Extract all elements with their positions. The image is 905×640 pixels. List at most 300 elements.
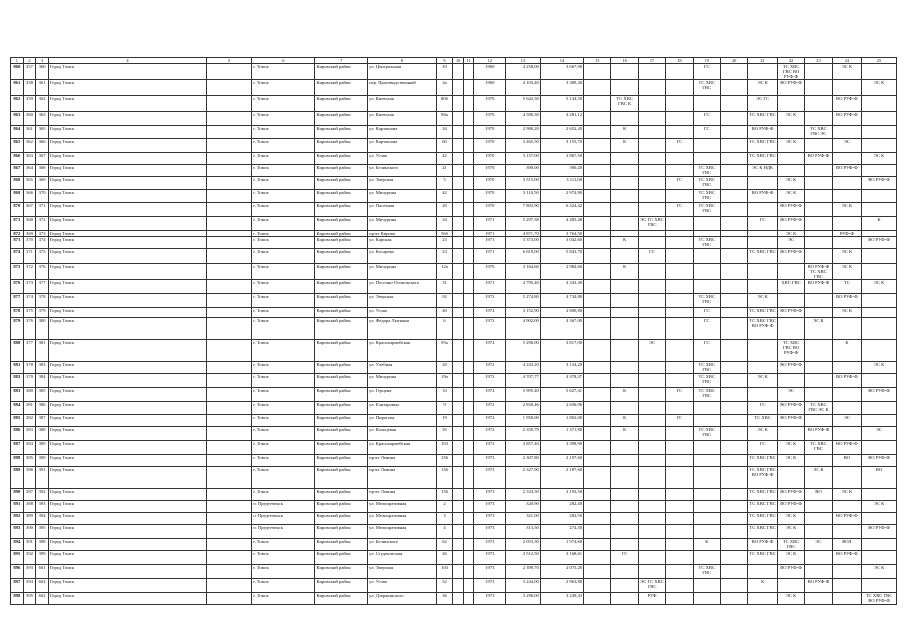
cell-work-col-24: ЭС (832, 139, 861, 153)
cell-c1: 390 (23, 525, 36, 539)
cell-street: ул. Тверская (368, 177, 436, 190)
table-row (11, 126, 897, 139)
cell-work-col-18 (666, 165, 693, 177)
cell-name: Город Томск (48, 217, 206, 231)
cell-dist: Кировский район (315, 388, 368, 402)
table-row (11, 217, 897, 231)
cell-empty (206, 427, 251, 441)
table-row (11, 427, 897, 441)
cell-c2: 398 (36, 539, 49, 551)
cell-empty (463, 415, 474, 427)
cell-work-col-18 (666, 455, 693, 467)
cell-year: 1970 (474, 139, 506, 153)
cell-work-col-23 (805, 308, 832, 318)
cell-work-col-24: ЭС (832, 415, 861, 427)
table-row (11, 565, 897, 579)
cell-n: 862 (11, 96, 24, 112)
cell-name: Город Томск (48, 415, 206, 427)
cell-work-col-16 (611, 455, 638, 467)
cell-empty (453, 217, 464, 231)
cell-work-col-20 (720, 565, 747, 579)
cell-v2: 3 134,20 (540, 362, 583, 374)
cell-dist: Кировский район (315, 112, 368, 126)
cell-dist: Кировский район (315, 415, 368, 427)
cell-empty (206, 190, 251, 203)
cell-work-col-16 (611, 177, 638, 190)
cell-v1: 5 642,30 (506, 96, 541, 112)
cell-name: Город Томск (48, 513, 206, 525)
cell-empty (463, 388, 474, 402)
cell-work-col-22: ЭС К (777, 190, 804, 203)
cell-work-col-15 (584, 579, 611, 593)
cell-street: ул. Мелиоративная (368, 501, 436, 513)
cell-work-col-23: ТС ХВС ГВС ЭС (805, 126, 832, 139)
column-number-cell: 14 (540, 58, 583, 64)
cell-street: ул. Елизаровых (368, 402, 436, 415)
cell-c2: 383 (36, 362, 49, 374)
cell-v1: 3 157,00 (506, 153, 541, 165)
cell-empty (453, 96, 464, 112)
cell-empty (206, 565, 251, 579)
cell-street: ул. Карташова (368, 126, 436, 139)
cell-empty (453, 237, 464, 249)
table-row (11, 525, 897, 539)
cell-empty (463, 112, 474, 126)
cell-year: 1972 (474, 388, 506, 402)
cell-empty (453, 64, 464, 80)
cell-v1: 321,00 (506, 513, 541, 525)
cell-v1: 320,90 (506, 501, 541, 513)
cell-street: ул. Центральная (368, 64, 436, 80)
cell-work-col-21: ЭС К (748, 80, 777, 96)
cell-empty (463, 308, 474, 318)
cell-v2: 2 197,60 (540, 455, 583, 467)
cell-name: Город Томск (48, 203, 206, 217)
cell-empty (453, 318, 464, 340)
cell-work-col-18 (666, 64, 693, 80)
cell-work-col-17 (638, 80, 665, 96)
cell-work-col-25: ТС ХВС ГВС ВО РУФ-Ф (862, 593, 897, 605)
cell-street: ул. Студенческая (368, 551, 436, 565)
cell-work-col-25 (862, 539, 897, 551)
cell-work-col-19: ТС ХВС ГВС (693, 427, 720, 441)
cell-n: 864 (11, 126, 24, 139)
cell-work-col-16 (611, 294, 638, 308)
cell-work-col-16 (611, 153, 638, 165)
cell-v1: 2 399,70 (506, 565, 541, 579)
cell-dist: Кировский район (315, 467, 368, 489)
cell-v2: 4 343,49 (540, 280, 583, 294)
cell-work-col-25 (862, 402, 897, 415)
cell-work-col-23 (805, 525, 832, 539)
cell-work-col-18 (666, 217, 693, 231)
cell-work-col-22 (777, 427, 804, 441)
cell-work-col-20 (720, 165, 747, 177)
cell-n: 892 (11, 513, 24, 525)
cell-year: 1972 (474, 402, 506, 415)
cell-v1: 2 333,50 (506, 489, 541, 501)
cell-n: 871 (11, 217, 24, 231)
column-number-cell: 1 (11, 58, 24, 64)
cell-work-col-16: К (611, 427, 638, 441)
cell-work-col-19: ГС (693, 64, 720, 80)
cell-name: Город Томск (48, 237, 206, 249)
table-row (11, 415, 897, 427)
cell-empty (206, 294, 251, 308)
cell-c1: 357 (23, 64, 36, 80)
cell-work-col-15 (584, 294, 611, 308)
cell-work-col-20 (720, 489, 747, 501)
cell-work-col-22: ЭС К (777, 513, 804, 525)
cell-work-col-16 (611, 318, 638, 340)
cell-work-col-19: ГС (693, 318, 720, 340)
cell-n: 887 (11, 441, 24, 455)
cell-work-col-19 (693, 525, 720, 539)
cell-work-col-16 (611, 249, 638, 264)
cell-c2: 380 (36, 318, 49, 340)
cell-work-col-16 (611, 80, 638, 96)
cell-work-col-20 (720, 579, 747, 593)
cell-work-col-21: ГС (748, 217, 777, 231)
cell-work-col-18 (666, 539, 693, 551)
table-row (11, 203, 897, 217)
cell-work-col-24: ВО РУФ-Ф (832, 96, 861, 112)
cell-n: 884 (11, 402, 24, 415)
cell-work-col-15 (584, 525, 611, 539)
cell-work-col-25 (862, 489, 897, 501)
cell-v1: 2 830,46 (506, 402, 541, 415)
cell-work-col-20 (720, 153, 747, 165)
cell-work-col-15 (584, 455, 611, 467)
table-row (11, 318, 897, 340)
cell-v2: 3 389,40 (540, 80, 583, 96)
cell-c2: 384 (36, 374, 49, 388)
cell-street: ул. Усова (368, 308, 436, 318)
cell-work-col-15 (584, 264, 611, 280)
cell-work-col-15 (584, 441, 611, 455)
cell-city: г. Томск (252, 402, 315, 415)
cell-street: пр-кт Ленина (368, 489, 436, 501)
cell-empty (463, 525, 474, 539)
cell-city: г. Томск (252, 455, 315, 467)
cell-house: 62 (436, 539, 453, 551)
cell-work-col-23: ВО РУФ-Ф (805, 427, 832, 441)
cell-empty (463, 80, 474, 96)
cell-work-col-18 (666, 374, 693, 388)
cell-house: 26 (436, 551, 453, 565)
cell-c1: 361 (23, 126, 36, 139)
cell-work-col-23 (805, 96, 832, 112)
cell-street: ул. Кольцевая (368, 427, 436, 441)
table-row (11, 308, 897, 318)
cell-c2: 377 (36, 280, 49, 294)
cell-dist: Кировский район (315, 190, 368, 203)
cell-v1: 4 580,30 (506, 112, 541, 126)
cell-name: Город Томск (48, 467, 206, 489)
cell-year: 1972 (474, 308, 506, 318)
cell-street: ул. Красноармейская (368, 340, 436, 362)
cell-c2: 602 (36, 593, 49, 605)
cell-dist: Кировский район (315, 340, 368, 362)
cell-v2: 3 249,43 (540, 593, 583, 605)
column-number-cell: 24 (832, 58, 861, 64)
cell-city: п. Предтеченск (252, 525, 315, 539)
cell-year: 1973 (474, 565, 506, 579)
cell-c2: 389 (36, 441, 49, 455)
cell-work-col-25: ЭС К (862, 362, 897, 374)
cell-work-col-16 (611, 513, 638, 525)
cell-v2: 3 155,70 (540, 139, 583, 153)
cell-c2: 376 (36, 264, 49, 280)
cell-n: 878 (11, 308, 24, 318)
cell-city: г. Томск (252, 340, 315, 362)
cell-work-col-19 (693, 249, 720, 264)
cell-dist: Кировский район (315, 441, 368, 455)
table-row (11, 112, 897, 126)
cell-work-col-17 (638, 139, 665, 153)
cell-empty (206, 308, 251, 318)
cell-empty (463, 593, 474, 605)
cell-house: 31 (436, 280, 453, 294)
cell-work-col-17 (638, 374, 665, 388)
table-row (11, 402, 897, 415)
cell-work-col-22 (777, 294, 804, 308)
cell-work-col-21: К (748, 579, 777, 593)
cell-name: Город Томск (48, 525, 206, 539)
cell-work-col-25 (862, 139, 897, 153)
cell-n: 868 (11, 177, 24, 190)
cell-year: 1973 (474, 525, 506, 539)
cell-empty (206, 579, 251, 593)
cell-year: 1969 (474, 80, 506, 96)
cell-dist: Кировский район (315, 513, 368, 525)
cell-house: 56б (436, 231, 453, 237)
cell-work-col-25: ВО РУФ-Ф (862, 177, 897, 190)
cell-c1: 359 (23, 96, 36, 112)
cell-city: г. Томск (252, 388, 315, 402)
cell-city: г. Томск (252, 64, 315, 80)
cell-name: Город Томск (48, 318, 206, 340)
cell-house: 60 (436, 139, 453, 153)
cell-dist: Кировский район (315, 249, 368, 264)
cell-empty (206, 237, 251, 249)
cell-dist: Кировский район (315, 525, 368, 539)
column-number-cell: 16 (611, 58, 638, 64)
cell-work-col-19: ТС ХВС ГВС (693, 203, 720, 217)
cell-empty (463, 467, 474, 489)
cell-empty (453, 427, 464, 441)
cell-v1: 3 373,00 (506, 237, 541, 249)
cell-work-col-22: ЭС К (777, 525, 804, 539)
cell-empty (453, 551, 464, 565)
cell-work-col-20 (720, 513, 747, 525)
cell-work-col-20 (720, 441, 747, 455)
cell-work-col-22: ЭС К (777, 139, 804, 153)
cell-work-col-22: ЭС К (777, 231, 804, 237)
table-row (11, 264, 897, 280)
cell-empty (463, 64, 474, 80)
cell-n: 877 (11, 294, 24, 308)
cell-work-col-21 (748, 64, 777, 80)
cell-work-col-23 (805, 64, 832, 80)
cell-n: 893 (11, 525, 24, 539)
cell-work-col-23 (805, 593, 832, 605)
cell-v2: 4 378,37 (540, 374, 583, 388)
cell-c1: 371 (23, 249, 36, 264)
cell-work-col-22: ЭС К (777, 551, 804, 565)
cell-work-col-22: ЭС (777, 388, 804, 402)
cell-work-col-15 (584, 96, 611, 112)
cell-work-col-15 (584, 153, 611, 165)
cell-v2: 2 193,50 (540, 489, 583, 501)
cell-work-col-23: ЭС (805, 539, 832, 551)
cell-v1: 3 152,90 (506, 308, 541, 318)
table-row (11, 165, 897, 177)
cell-year: 1973 (474, 539, 506, 551)
table-row (11, 153, 897, 165)
table-row (11, 551, 897, 565)
cell-dist: Кировский район (315, 374, 368, 388)
cell-work-col-16 (611, 64, 638, 80)
cell-n: 860 (11, 64, 24, 80)
cell-work-col-17 (638, 64, 665, 80)
cell-empty (206, 525, 251, 539)
cell-work-col-23 (805, 362, 832, 374)
cell-city: г. Томск (252, 190, 315, 203)
cell-work-col-23 (805, 80, 832, 96)
cell-street: ул. Песочно-Осиповского (368, 280, 436, 294)
cell-work-col-17 (638, 294, 665, 308)
cell-empty (206, 139, 251, 153)
cell-empty (206, 318, 251, 340)
table-row (11, 280, 897, 294)
cell-work-col-22 (777, 467, 804, 489)
cell-house: 19 (436, 415, 453, 427)
cell-v1: 2 980,20 (506, 126, 541, 139)
cell-name: Город Томск (48, 294, 206, 308)
cell-work-col-21: ТС ХВС ГВС (748, 308, 777, 318)
cell-empty (453, 340, 464, 362)
cell-city: г. Томск (252, 217, 315, 231)
cell-work-col-22: ЭС К (777, 593, 804, 605)
cell-v2: 6 324,42 (540, 203, 583, 217)
cell-year: 1973 (474, 551, 506, 565)
cell-v2: 4 281,12 (540, 112, 583, 126)
cell-work-col-19 (693, 153, 720, 165)
cell-work-col-22 (777, 153, 804, 165)
cell-street: ул. Карская (368, 237, 436, 249)
cell-empty (453, 280, 464, 294)
cell-work-col-20 (720, 362, 747, 374)
cell-year: 1972 (474, 441, 506, 455)
cell-empty (453, 441, 464, 455)
cell-n: 891 (11, 501, 24, 513)
cell-house: 33 (436, 388, 453, 402)
table-row (11, 593, 897, 605)
cell-work-col-16: ГС (611, 551, 638, 565)
cell-c2: 375 (36, 249, 49, 264)
cell-c2: 386 (36, 402, 49, 415)
column-number-cell: 9 (436, 58, 453, 64)
cell-empty (463, 249, 474, 264)
cell-work-col-20 (720, 80, 747, 96)
cell-dist: Кировский район (315, 308, 368, 318)
cell-work-col-15 (584, 374, 611, 388)
cell-year: 1970 (474, 112, 506, 126)
cell-work-col-20 (720, 427, 747, 441)
cell-work-col-23 (805, 177, 832, 190)
cell-work-col-18 (666, 467, 693, 489)
cell-work-col-21 (748, 340, 777, 362)
cell-empty (463, 153, 474, 165)
cell-c1: 360 (23, 112, 36, 126)
cell-dist: Кировский район (315, 153, 368, 165)
cell-work-col-22: ТС ХВС ГВС ВО РУФ-Ф (777, 340, 804, 362)
cell-work-col-25: ЭС К (862, 565, 897, 579)
cell-empty (463, 203, 474, 217)
cell-empty (453, 501, 464, 513)
cell-empty (206, 415, 251, 427)
column-number-cell: 21 (748, 58, 777, 64)
cell-work-col-23 (805, 565, 832, 579)
cell-work-col-17 (638, 237, 665, 249)
column-number-cell: 8 (368, 58, 436, 64)
cell-c1: 386 (23, 467, 36, 489)
cell-n: 867 (11, 165, 24, 177)
cell-v1: 2 053,30 (506, 539, 541, 551)
cell-work-col-25 (862, 318, 897, 340)
column-number-cell: 18 (666, 58, 693, 64)
table-row (11, 513, 897, 525)
cell-work-col-23 (805, 165, 832, 177)
cell-work-col-20 (720, 96, 747, 112)
cell-v2: 1 371,80 (540, 427, 583, 441)
cell-work-col-15 (584, 237, 611, 249)
cell-c2: 394 (36, 513, 49, 525)
cell-work-col-16 (611, 539, 638, 551)
cell-v2: 4 367,00 (540, 318, 583, 340)
cell-c2: 378 (36, 294, 49, 308)
cell-house: 95а (436, 340, 453, 362)
cell-work-col-24: ВО РУФ-Ф (832, 441, 861, 455)
cell-city: г. Томск (252, 126, 315, 139)
cell-work-col-22: ВО РУФ-Ф (777, 80, 804, 96)
cell-v2: 282,40 (540, 501, 583, 513)
cell-work-col-17 (638, 318, 665, 340)
cell-work-col-25: ВО РУФ-Ф (862, 525, 897, 539)
cell-work-col-21: ВО РУФ-Ф (748, 126, 777, 139)
cell-work-col-25: ЭС К (862, 280, 897, 294)
cell-name: Город Томск (48, 126, 206, 139)
cell-work-col-23: ВО РУФ-Ф ТС ХВС ГВС (805, 264, 832, 280)
cell-work-col-20 (720, 388, 747, 402)
cell-year: 1970 (474, 264, 506, 280)
cell-work-col-21: ВО РУФ-Ф (748, 190, 777, 203)
cell-dist: Кировский район (315, 177, 368, 190)
cell-work-col-16 (611, 501, 638, 513)
cell-work-col-21: ВО РУФ-Ф (748, 539, 777, 551)
cell-work-col-25 (862, 264, 897, 280)
cell-city: г. Томск (252, 427, 315, 441)
cell-work-col-18 (666, 318, 693, 340)
cell-c1: 376 (23, 318, 36, 340)
cell-v2: 390,20 (540, 165, 583, 177)
cell-work-col-15 (584, 489, 611, 501)
cell-n: 870 (11, 203, 24, 217)
column-number-cell: 13 (506, 58, 541, 64)
table-row (11, 294, 897, 308)
cell-n: 863 (11, 112, 24, 126)
